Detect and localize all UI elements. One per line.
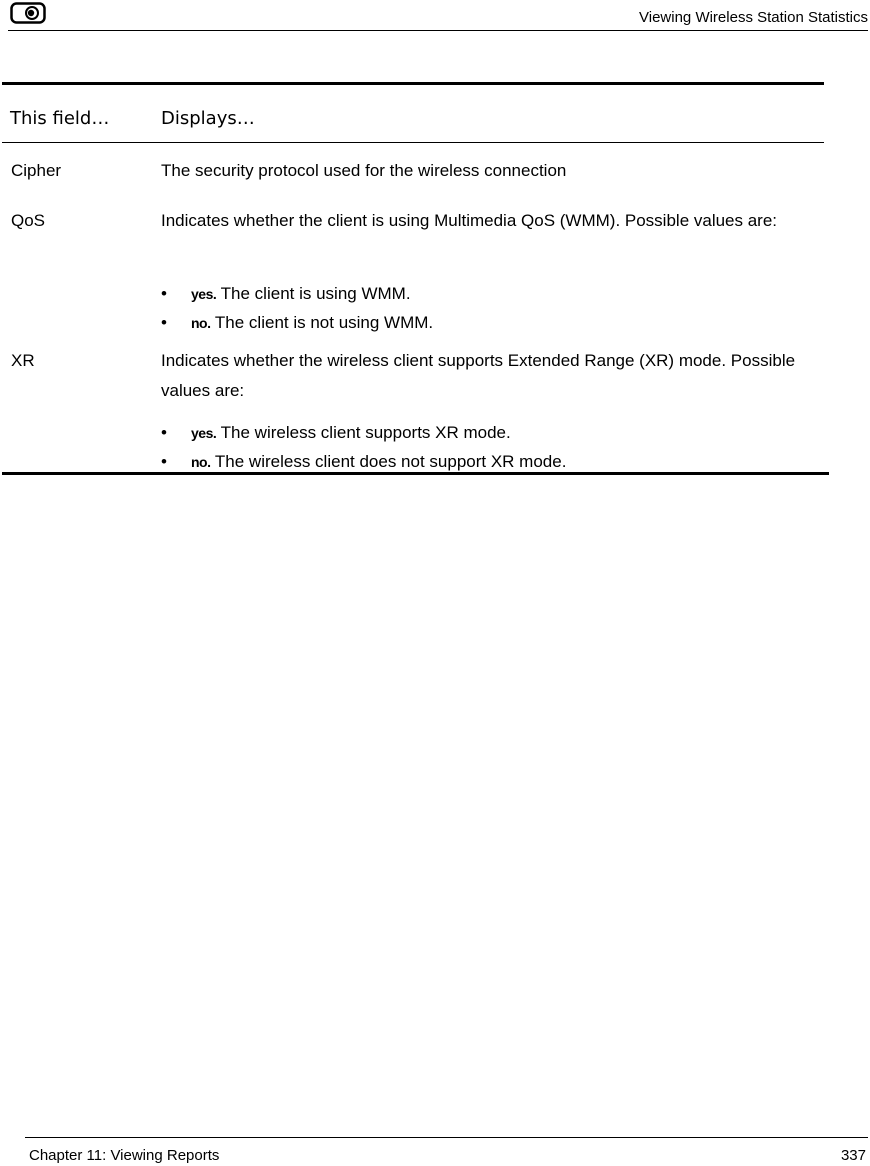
logo-icon [10,2,46,24]
table-bottom-rule [2,472,829,475]
bullet-icon: • [161,423,167,442]
table-row-field: XR [11,351,35,370]
list-item [161,280,411,308]
bullet-icon: • [161,452,167,471]
list-item-keyword: yes. [191,286,217,302]
column-header-field: This field… [10,108,110,129]
table-row-description: The security protocol used for the wireless connection [161,161,567,180]
page-number: 337 [840,1147,866,1164]
page-header [8,0,868,31]
table-row-description: Indicates whether the wireless client supports Extended Range (XR) mode. Possible values are: [161,351,796,400]
page-footer [25,1137,868,1166]
bullet-icon: • [161,313,167,332]
bullet-icon: • [161,284,167,303]
footer-chapter: Chapter 11: Viewing Reports [29,1147,220,1164]
table-top-rule [2,82,824,85]
table-row-description: Indicates whether the client is using Multimedia QoS (WMM). Possible values are: [161,211,778,230]
table-row-field: QoS [11,211,46,230]
column-header-displays: Displays… [161,108,255,129]
list-item [161,309,433,337]
list-item-text: The client is not using WMM. [210,313,434,332]
table-row-field: Cipher [11,161,62,180]
list-item-text: The client is using WMM. [216,284,411,303]
table-header-rule [2,142,824,143]
list-item-keyword: no. [191,454,211,470]
header-title: Viewing Wireless Station Statistics [639,9,868,26]
list-item [161,419,511,447]
list-item-keyword: yes. [191,425,217,441]
list-item-text: The wireless client does not support XR mode. [210,452,567,471]
list-item-keyword: no. [191,315,211,331]
list-item-text: The wireless client supports XR mode. [216,423,511,442]
